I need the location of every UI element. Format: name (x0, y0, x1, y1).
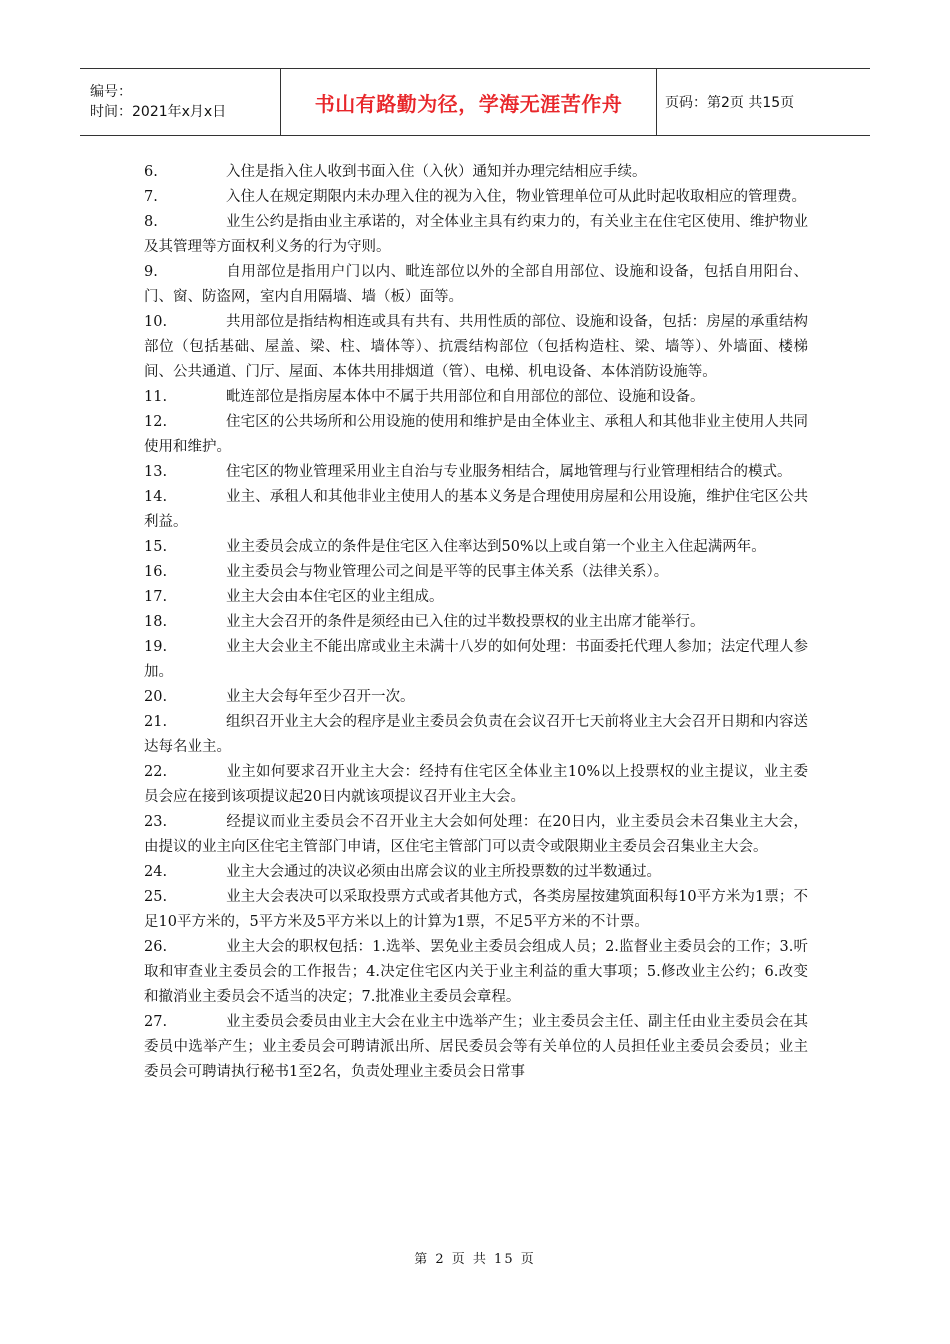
item-text: 自用部位是指用户门以内、毗连部位以外的全部自用部位、设施和设备，包括自用阳台、门、窗、防盗网，室内自用隔墙、墙（板）面等。 (144, 264, 808, 305)
item-text: 业主委员会委员由业主大会在业主中选举产生；业主委员会主任、副主任由业主委员会在其委员中选举产生；业主委员会可聘请派出所、居民委员会等有关单位的人员担任业主委员会委员；业主委员会可聘请执行秘书1至2名，负责处理业主委员会日常事 (144, 1014, 808, 1080)
item-number: 21. (144, 714, 168, 730)
item-text: 毗连部位是指房屋本体中不属于共用部位和自用部位的部位、设施和设备。 (226, 389, 705, 405)
list-item (144, 935, 808, 1010)
item-text: 业主、承租人和其他非业主使用人的基本义务是合理使用房屋和公用设施，维护住宅区公共利益。 (144, 489, 808, 530)
item-text: 业主大会通过的决议必须由出席会议的业主所投票数的过半数通过。 (226, 864, 661, 880)
item-number: 13. (144, 464, 168, 480)
page-footer: 第 2 页 共 15 页 (414, 1252, 536, 1267)
list-item (144, 485, 808, 535)
item-number: 12. (144, 414, 168, 430)
date-label: 时间：2021年x月x日 (90, 104, 227, 120)
list-item (144, 460, 808, 485)
motto-text: 书山有路勤为径，学海无涯苦作舟 (314, 91, 623, 116)
list-item (144, 535, 808, 560)
item-number: 10. (144, 314, 168, 330)
item-number: 20. (144, 689, 168, 705)
item-text: 共用部位是指结构相连或具有共有、共用性质的部位、设施和设备，包括：房屋的承重结构部位（包括基础、屋盖、梁、柱、墙体等）、抗震结构部位（包括构造柱、梁、墙等）、外墙面、楼梯间、公共通道、门厅、屋面、本体共用排烟道（管）、电梯、机电设备、本体消防设施等。 (144, 314, 808, 380)
item-text: 业主大会的职权包括：1.选举、罢免业主委员会组成人员；2.监督业主委员会的工作；3.听取和审查业主委员会的工作报告；4.决定住宅区内关于业主利益的重大事项；5.修改业主公约；6.改变和撤消业主委员会不适当的决定；7.批准业主委员会章程。 (144, 939, 808, 1005)
item-text: 业主委员会与物业管理公司之间是平等的民事主体关系（法律关系）。 (226, 564, 669, 580)
item-number: 18. (144, 614, 168, 630)
item-number: 14. (144, 489, 168, 505)
item-text: 业主委员会成立的条件是住宅区入住率达到50%以上或自第一个业主入住起满两年。 (226, 539, 766, 555)
list-item (144, 885, 808, 935)
item-text: 业主大会召开的条件是须经由已入住的过半数投票权的业主出席才能举行。 (226, 614, 705, 630)
item-text: 业主大会由本住宅区的业主组成。 (226, 589, 444, 605)
item-number: 15. (144, 539, 168, 555)
item-text: 入住人在规定期限内未办理入住的视为入住，物业管理单位可从此时起收取相应的管理费。 (226, 189, 806, 205)
page-info-text: 页码：第2页 共15页 (665, 95, 795, 111)
header-meta (80, 69, 281, 136)
list-item (144, 185, 808, 210)
item-number: 16. (144, 564, 168, 580)
list-item (144, 610, 808, 635)
list-item (144, 160, 808, 185)
list-item (144, 1010, 808, 1085)
item-number: 24. (144, 864, 168, 880)
item-number: 23. (144, 814, 168, 830)
item-text: 住宅区的物业管理采用业主自治与专业服务相结合，属地管理与行业管理相结合的模式。 (226, 464, 792, 480)
header-page-info (657, 69, 871, 136)
list-item (144, 860, 808, 885)
list-item (144, 585, 808, 610)
item-number: 27. (144, 1014, 168, 1030)
header-motto (281, 69, 657, 136)
list-item (144, 560, 808, 585)
list-item (144, 710, 808, 760)
list-item (144, 260, 808, 310)
item-number: 22. (144, 764, 168, 780)
list-item (144, 210, 808, 260)
item-text: 入住是指入住人收到书面入住（入伙）通知并办理完结相应手续。 (226, 164, 647, 180)
list-item (144, 685, 808, 710)
item-number: 7. (144, 189, 158, 205)
item-text: 业主大会业主不能出席或业主未满十八岁的如何处理：书面委托代理人参加；法定代理人参加。 (144, 639, 808, 680)
item-text: 业主大会表决可以采取投票方式或者其他方式，各类房屋按建筑面积每10平方米为1票；不足10平方米的，5平方米及5平方米以上的计算为1票，不足5平方米的不计票。 (144, 889, 808, 930)
item-text: 住宅区的公共场所和公用设施的使用和维护是由全体业主、承租人和其他非业主使用人共同使用和维护。 (144, 414, 808, 455)
list-item (144, 635, 808, 685)
code-label: 编号： (90, 84, 132, 100)
item-number: 6. (144, 164, 158, 180)
item-number: 26. (144, 939, 168, 955)
item-text: 业生公约是指由业主承诺的，对全体业主具有约束力的，有关业主在住宅区使用、维护物业及其管理等方面权利义务的行为守则。 (144, 214, 808, 255)
item-text: 组织召开业主大会的程序是业主委员会负责在会议召开七天前将业主大会召开日期和内容送达每名业主。 (144, 714, 808, 755)
document-body (144, 160, 808, 1085)
list-item (144, 810, 808, 860)
list-item (144, 760, 808, 810)
item-text: 业主大会每年至少召开一次。 (226, 689, 415, 705)
item-number: 17. (144, 589, 168, 605)
list-item (144, 385, 808, 410)
item-number: 19. (144, 639, 168, 655)
item-number: 11. (144, 389, 168, 405)
item-number: 9. (144, 264, 158, 280)
item-number: 25. (144, 889, 168, 905)
item-text: 经提议而业主委员会不召开业主大会如何处理：在20日内，业主委员会未召集业主大会，由提议的业主向区住宅主管部门申请，区住宅主管部门可以责令或限期业主委员会召集业主大会。 (144, 814, 808, 855)
page-header (80, 68, 870, 136)
list-item (144, 410, 808, 460)
item-number: 8. (144, 214, 158, 230)
item-text: 业主如何要求召开业主大会：经持有住宅区全体业主10%以上投票权的业主提议，业主委员会应在接到该项提议起20日内就该项提议召开业主大会。 (144, 764, 808, 805)
list-item (144, 310, 808, 385)
